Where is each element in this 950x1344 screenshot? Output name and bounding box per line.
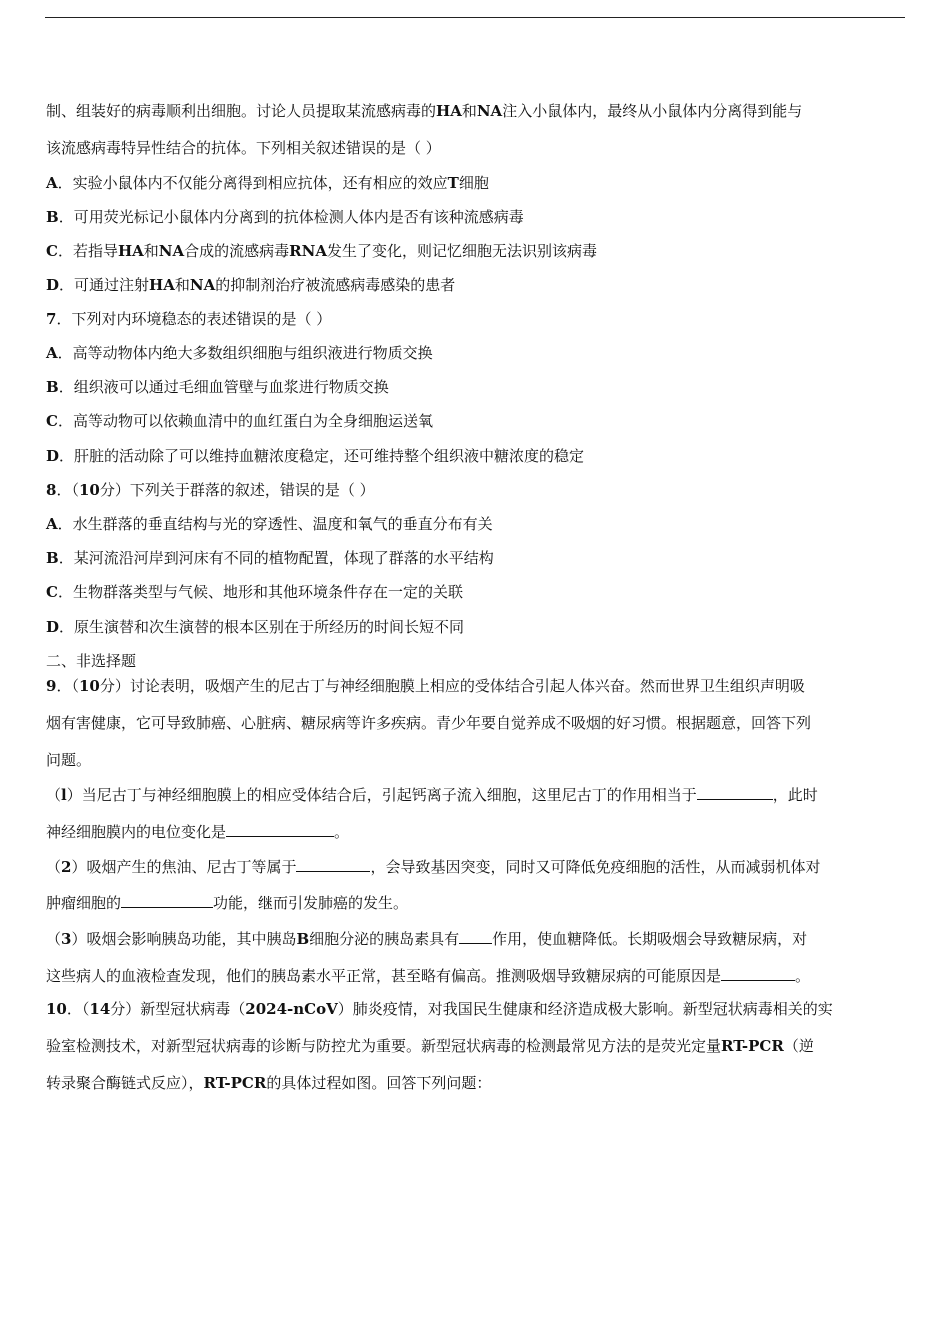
- option-line: C．生物群落类型与气候、地形和其他环境条件存在一定的关联: [46, 583, 463, 601]
- option-line: D．肝脏的活动除了可以维持血糖浓度稳定，还可维持整个组织液中糖浓度的稳定: [46, 447, 585, 465]
- option-line: B．某河流沿河岸到河床有不同的植物配置，体现了群落的水平结构: [46, 549, 494, 567]
- answer-blank[interactable]: [121, 892, 213, 908]
- text-line: 这些病人的血液检查发现，他们的胰岛素水平正常，甚至略有偏高。推测吸烟导致糖尿病的可能原因是 。: [46, 967, 811, 985]
- option-line: C．高等动物可以依赖血清中的血红蛋白为全身细胞运送氧: [46, 412, 433, 430]
- subquestion-9-1: （l）当尼古丁与神经细胞膜上的相应受体结合后，引起钙离子流入细胞，这里尼古丁的作用相当于 ，此时: [46, 786, 818, 804]
- question-8: 8．（10分）下列关于群落的叙述，错误的是（ ）: [46, 481, 375, 499]
- option-line: B．可用荧光标记小鼠体内分离到的抗体检测人体内是否有该种流感病毒: [46, 208, 524, 226]
- option-line: C．若指导HA和NA合成的流感病毒RNA发生了变化，则记忆细胞无法识别该病毒: [46, 242, 598, 260]
- section-heading: 二、非选择题: [46, 652, 137, 670]
- answer-blank[interactable]: [226, 821, 334, 837]
- option-line: A．水生群落的垂直结构与光的穿透性、温度和氧气的垂直分布有关: [46, 515, 493, 533]
- answer-blank[interactable]: [697, 784, 773, 800]
- option-line: A．高等动物体内绝大多数组织细胞与组织液进行物质交换: [46, 344, 433, 362]
- subquestion-9-2: （2）吸烟产生的焦油、尼古丁等属于 ，会导致基因突变，同时又可降低免疫细胞的活性，从而减弱机体对: [46, 858, 821, 876]
- option-line: D．可通过注射HA和NA的抑制剂治疗被流感病毒感染的患者: [46, 276, 456, 294]
- text-line: 验室检测技术，对新型冠状病毒的诊断与防控尤为重要。新型冠状病毒的检测最常见方法的是荧光定量RT-PCR（逆: [46, 1037, 814, 1055]
- subquestion-9-3: （3）吸烟会影响胰岛功能，其中胰岛B细胞分泌的胰岛素具有 作用，使血糖降低。长期吸烟会导致糖尿病，对: [46, 930, 808, 948]
- text-line: 问题。: [46, 751, 92, 769]
- option-line: A．实验小鼠体内不仅能分离得到相应抗体，还有相应的效应T细胞: [46, 174, 489, 192]
- answer-blank[interactable]: [296, 856, 370, 872]
- header-rule: [45, 17, 905, 18]
- text-line: 肿瘤细胞的 功能，继而引发肺癌的发生。: [46, 894, 409, 912]
- text-line: 该流感病毒特异性结合的抗体。下列相关叙述错误的是（ ）: [46, 139, 441, 157]
- text-line: 转录聚合酶链式反应），RT-PCR的具体过程如图。回答下列问题：: [46, 1074, 492, 1092]
- question-10: 10．（14分）新型冠状病毒（2024-nCoV）肺炎疫情，对我国民生健康和经济造成极大影响。新型冠状病毒相关的实: [46, 1000, 833, 1018]
- answer-blank[interactable]: [721, 965, 795, 981]
- answer-blank[interactable]: [459, 928, 492, 944]
- text-line: 制、组装好的病毒顺利出细胞。讨论人员提取某流感病毒的HA和NA注入小鼠体内，最终从小鼠体内分离得到能与: [46, 102, 803, 120]
- option-line: D．原生演替和次生演替的根本区别在于所经历的时间长短不同: [46, 618, 465, 636]
- question-7: 7．下列对内环境稳态的表述错误的是（ ）: [46, 310, 332, 328]
- question-9: 9．（10分）讨论表明，吸烟产生的尼古丁与神经细胞膜上相应的受体结合引起人体兴奋。然而世界卫生组织声明吸: [46, 677, 805, 695]
- text-line: 烟有害健康，它可导致肺癌、心脏病、糖尿病等许多疾病。青少年要自觉养成不吸烟的好习惯。根据题意，回答下列: [46, 714, 812, 732]
- text-line: 神经细胞膜内的电位变化是 。: [46, 823, 350, 841]
- option-line: B．组织液可以通过毛细血管壁与血浆进行物质交换: [46, 378, 389, 396]
